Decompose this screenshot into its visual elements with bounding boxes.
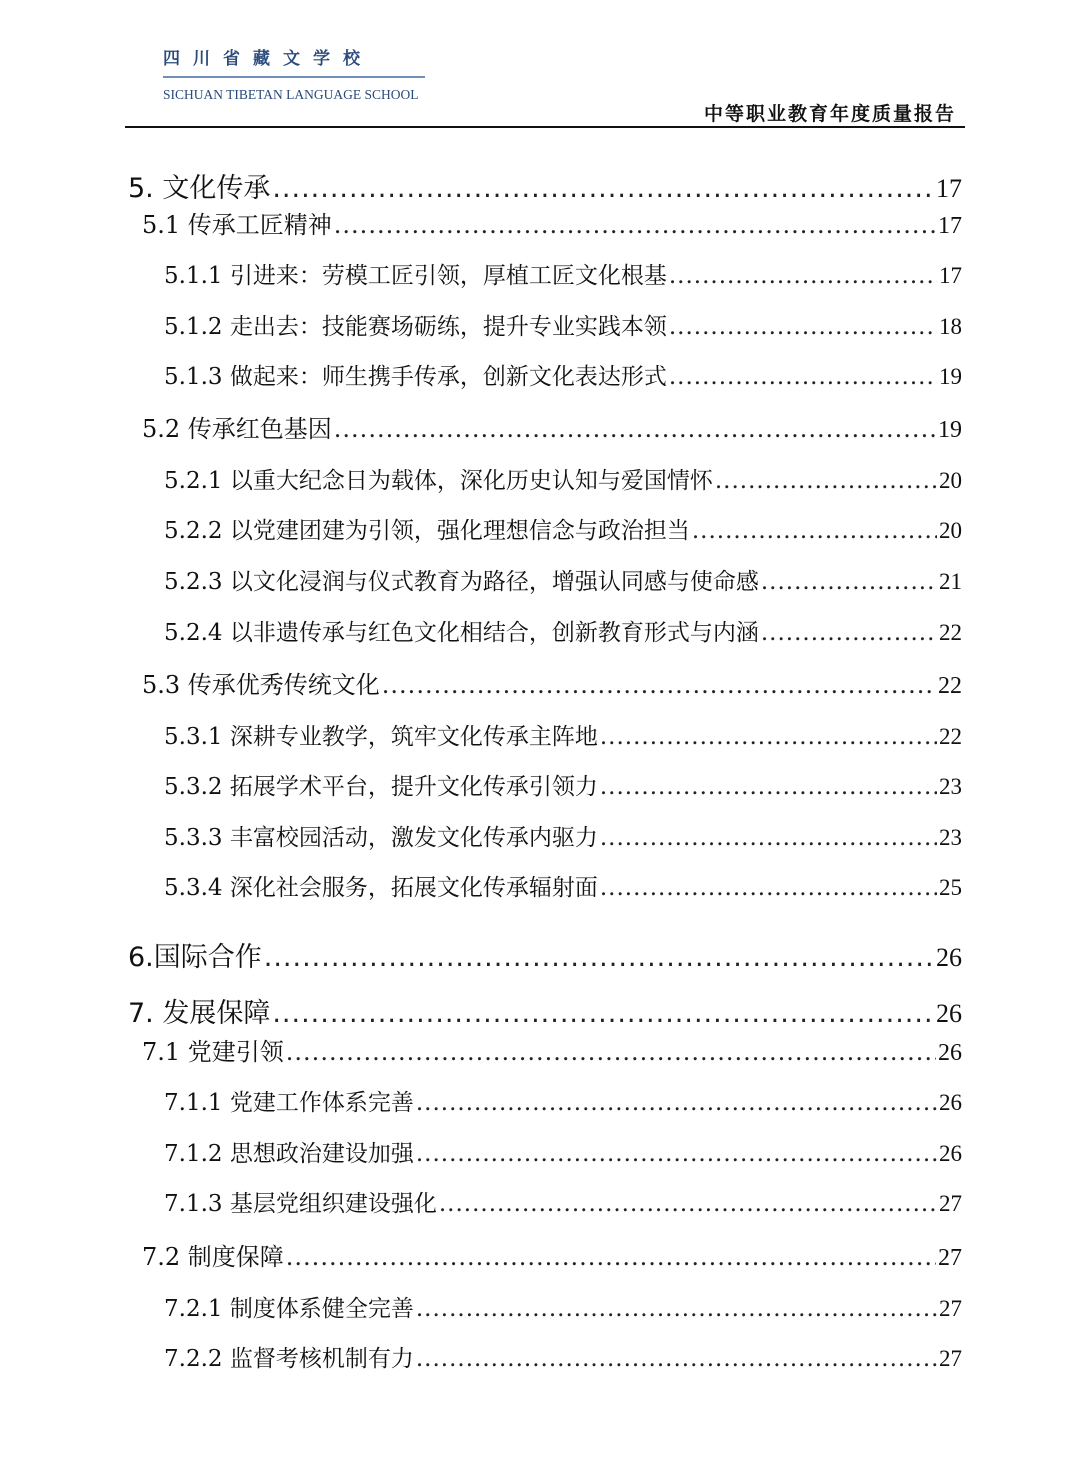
toc-entry-title: 5.2.3 以文化浸润与仪式教育为路径，增强认同感与使命感 xyxy=(164,569,759,595)
toc-entry-title: 7.1.3 基层党组织建设强化 xyxy=(164,1191,437,1217)
school-name-cn: 四川省藏文学校 xyxy=(163,49,373,69)
toc-entry-title: 5.2.1 以重大纪念日为载体，深化历史认知与爱国情怀 xyxy=(164,468,713,494)
toc-entry-title: 5.3.3 丰富校园活动，激发文化传承内驱力 xyxy=(164,825,598,851)
toc-entry-page-number: 26 xyxy=(939,1141,962,1166)
toc-entry-page-number: 22 xyxy=(938,673,962,699)
toc-entry-level-2[interactable] xyxy=(142,1237,962,1272)
dot-leader xyxy=(715,468,937,494)
toc-entry-title: 6.国际合作 xyxy=(128,942,262,973)
toc-entry-level-3[interactable] xyxy=(164,308,962,341)
toc-entry-page-number: 26 xyxy=(936,943,962,972)
dot-leader xyxy=(600,724,937,750)
toc-entry-title: 5.2 传承红色基因 xyxy=(142,415,332,443)
toc-entry-level-3[interactable] xyxy=(164,1340,962,1373)
toc-entry-title: 7.2.2 监督考核机制有力 xyxy=(164,1346,414,1372)
toc-entry-level-1[interactable] xyxy=(128,991,962,1030)
toc-entry-level-1[interactable] xyxy=(128,166,962,205)
toc-entry-page-number: 21 xyxy=(939,569,962,594)
school-name-en: SICHUAN TIBETAN LANGUAGE SCHOOL xyxy=(163,87,419,102)
toc-entry-title: 7.1.1 党建工作体系完善 xyxy=(164,1090,414,1116)
dot-leader xyxy=(669,314,937,340)
dot-leader xyxy=(264,942,934,973)
toc-entry-title: 7.1.2 思想政治建设加强 xyxy=(164,1141,414,1167)
toc-entry-page-number: 23 xyxy=(939,774,962,799)
toc-entry-level-3[interactable] xyxy=(164,1084,962,1117)
toc-entry-page-number: 26 xyxy=(938,1040,962,1066)
toc-entry-level-3[interactable] xyxy=(164,358,962,391)
toc-entry-title: 5. 文化传承 xyxy=(128,173,271,204)
toc-entry-level-3[interactable] xyxy=(164,768,962,801)
toc-entry-title: 5.2.4 以非遗传承与红色文化相结合，创新教育形式与内涵 xyxy=(164,620,759,646)
toc-entry-page-number: 26 xyxy=(939,1090,962,1115)
toc-entry-page-number: 19 xyxy=(938,417,962,443)
toc-entry-level-2[interactable] xyxy=(142,1032,962,1067)
dot-leader xyxy=(334,211,936,239)
dot-leader xyxy=(416,1346,937,1372)
toc-entry-title: 5.3.4 深化社会服务，拓展文化传承辐射面 xyxy=(164,875,598,901)
toc-entry-page-number: 17 xyxy=(939,263,962,288)
toc-entry-title: 5.3.1 深耕专业教学，筑牢文化传承主阵地 xyxy=(164,724,598,750)
toc-entry-title: 7.2.1 制度体系健全完善 xyxy=(164,1296,414,1322)
dot-leader xyxy=(286,1243,936,1271)
dot-leader xyxy=(669,364,937,390)
toc-entry-level-2[interactable] xyxy=(142,409,962,444)
toc-entry-page-number: 17 xyxy=(938,213,962,239)
toc-entry-title: 5.1.3 做起来：师生携手传承，创新文化表达形式 xyxy=(164,364,667,390)
toc-entry-level-2[interactable] xyxy=(142,665,962,700)
toc-entry-page-number: 22 xyxy=(939,724,962,749)
toc-entry-level-3[interactable] xyxy=(164,1135,962,1168)
toc-entry-page-number: 27 xyxy=(939,1191,962,1216)
toc-entry-level-3[interactable] xyxy=(164,869,962,902)
dot-leader xyxy=(692,518,937,544)
toc-entry-page-number: 25 xyxy=(939,875,962,900)
dot-leader xyxy=(286,1038,936,1066)
toc-entry-title: 5.1.1 引进来：劳模工匠引领，厚植工匠文化根基 xyxy=(164,263,667,289)
dot-leader xyxy=(416,1141,937,1167)
school-logo-rule xyxy=(163,76,425,78)
report-title: 中等职业教育年度质量报告 xyxy=(703,103,956,125)
toc-entry-page-number: 27 xyxy=(938,1245,962,1271)
toc-entry-title: 5.1.2 走出去：技能赛场砺练，提升专业实践本领 xyxy=(164,314,667,340)
toc-entry-level-3[interactable] xyxy=(164,819,962,852)
dot-leader xyxy=(334,415,936,443)
header-divider xyxy=(125,126,965,128)
dot-leader xyxy=(600,774,937,800)
dot-leader xyxy=(761,569,937,595)
toc-entry-page-number: 20 xyxy=(939,468,962,493)
toc-entry-page-number: 22 xyxy=(939,620,962,645)
dot-leader xyxy=(272,998,934,1029)
toc-entry-page-number: 23 xyxy=(939,825,962,850)
dot-leader xyxy=(600,875,937,901)
toc-entry-page-number: 27 xyxy=(939,1346,962,1371)
toc-entry-level-3[interactable] xyxy=(164,718,962,751)
dot-leader xyxy=(416,1090,937,1116)
toc-entry-page-number: 19 xyxy=(939,364,962,389)
dot-leader xyxy=(669,263,937,289)
dot-leader xyxy=(600,825,937,851)
toc-entry-level-3[interactable] xyxy=(164,257,962,290)
toc-entry-level-2[interactable] xyxy=(142,205,962,240)
toc-entry-title: 5.1 传承工匠精神 xyxy=(142,211,332,239)
toc-entry-page-number: 18 xyxy=(939,314,962,339)
toc-entry-level-3[interactable] xyxy=(164,563,962,596)
dot-leader xyxy=(382,671,936,699)
toc-entry-title: 5.2.2 以党建团建为引领，强化理想信念与政治担当 xyxy=(164,518,690,544)
toc-entry-title: 7.2 制度保障 xyxy=(142,1243,284,1271)
toc-entry-level-1[interactable] xyxy=(128,935,962,974)
toc-entry-page-number: 20 xyxy=(939,518,962,543)
toc-entry-title: 5.3.2 拓展学术平台，提升文化传承引领力 xyxy=(164,774,598,800)
toc-entry-title: 7. 发展保障 xyxy=(128,998,271,1029)
toc-entry-page-number: 27 xyxy=(939,1296,962,1321)
toc-entry-page-number: 26 xyxy=(936,999,962,1028)
toc-entry-level-3[interactable] xyxy=(164,512,962,545)
toc-entry-title: 5.3 传承优秀传统文化 xyxy=(142,671,380,699)
toc-entry-level-3[interactable] xyxy=(164,462,962,495)
toc-entry-level-3[interactable] xyxy=(164,1185,962,1218)
dot-leader xyxy=(416,1296,937,1322)
dot-leader xyxy=(272,173,934,204)
toc-entry-page-number: 17 xyxy=(936,174,962,203)
toc-entry-level-3[interactable] xyxy=(164,1290,962,1323)
toc-entry-level-3[interactable] xyxy=(164,614,962,647)
toc-entry-title: 7.1 党建引领 xyxy=(142,1038,284,1066)
page-header xyxy=(0,0,1080,130)
dot-leader xyxy=(761,620,937,646)
dot-leader xyxy=(439,1191,937,1217)
